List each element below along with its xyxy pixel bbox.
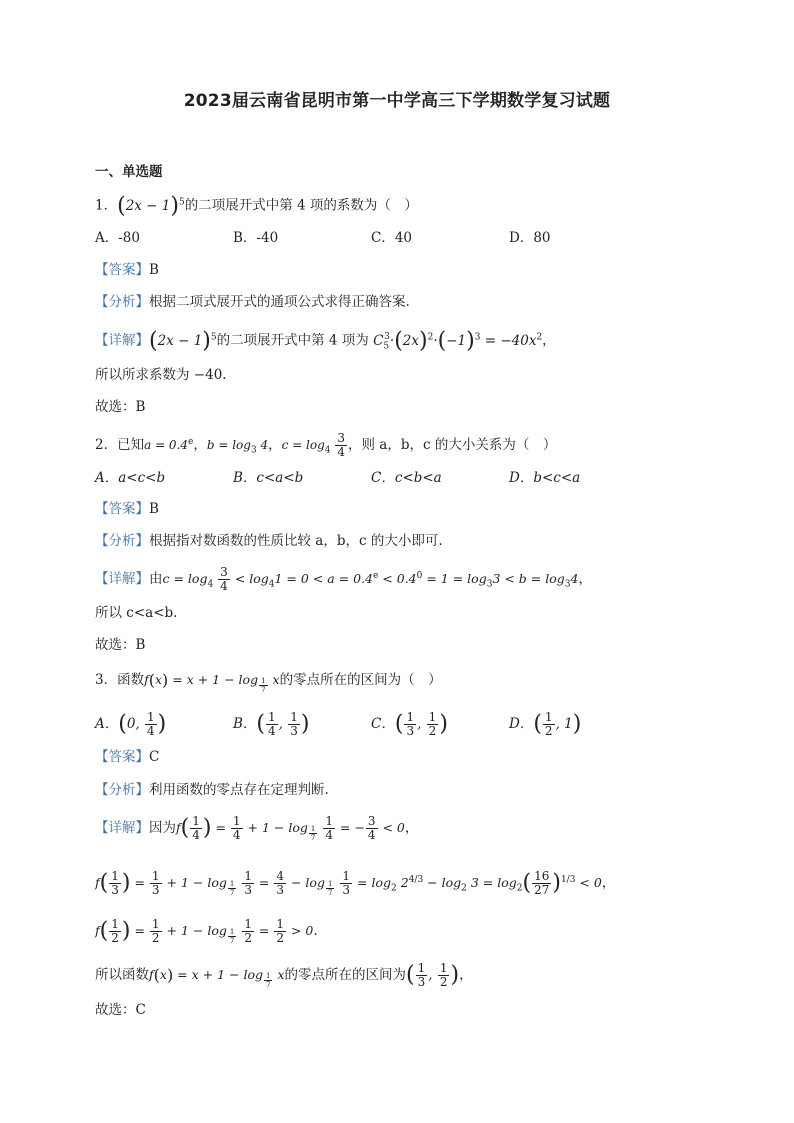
q3-analysis: 【分析】利用函数的零点存在定理判断. [95,782,329,798]
q1-option-d[interactable]: D．80 [509,230,551,246]
binomial-expression: $(2x - 1)^5$ [117,193,185,218]
q1-detail: 【详解】$(2x - 1)^5$的二项展开式中第 4 项为 $C_5^3\cdot(2x)^2\cdot(-1)^3 = -40x^2$， [95,328,556,353]
q2-option-c[interactable]: C．c<b<a [371,470,442,486]
q1-detail-formula: $C_5^3\cdot(2x)^2\cdot(-1)^3 = -40x^2$ [373,328,543,353]
q1-option-c[interactable]: C．40 [371,230,413,246]
q2-analysis: 【分析】根据指对数函数的性质比较 a，b，c 的大小即可. [95,533,443,549]
question-number: 1． [95,197,118,214]
q3-choose: 故选：C [95,1002,146,1018]
q1-choose: 故选：B [95,399,146,415]
q1-option-b[interactable]: B．-40 [233,230,279,246]
question-text: 的二项展开式中第 4 项的系数为（ ） [184,197,418,214]
q3-option-d[interactable]: D．( $\frac{1}{2}$ , 1) [509,710,582,738]
q2-option-d[interactable]: D．b<c<a [509,470,581,486]
q3-detail-line-1: 【详解】因为f( $\frac{1}{4}$ ) = $\frac{1}{4}$ + 1 − log $_{\frac{1}{7}}$ $\frac{1}{4}$ = − $\frac{3}{4}$ < 0， [95,814,419,842]
q2-option-b[interactable]: B．c<a<b [233,470,304,486]
q3-detail-line-2: f( $\frac{1}{3}$ ) = $\frac{1}{3}$ + 1 − log $_{\frac{1}{7}}$ $\frac{1}{3}$ = $\frac{4}{3}$ − log $_{\frac{1}{7}}$ $\frac{1}{3}$ = $\log_2 2^{4/3} - \log_2 3 = \log_2$( $\frac{16}{27}$ )$^{1/3}$ < 0， [95,869,616,898]
q2-conclusion: 所以 c<a<b. [95,605,178,621]
q1-conclusion: 所以所求系数为 −40. [95,367,227,383]
page-title: 2023届云南省昆明市第一中学高三下学期数学复习试题 [183,91,611,111]
q3-detail-line-3: f( $\frac{1}{2}$ ) = $\frac{1}{2}$ + 1 − log $_{\frac{1}{7}}$ $\frac{1}{2}$ = $\frac{1}{2}$ > 0. [95,917,318,945]
question-1-stem [95,192,418,217]
q3-conclusion: 所以函数f(x) = x + 1 − log $_{\frac{1}{7}}$ x的零点所在的区间为( $\frac{1}{3}$ , $\frac{1}{2}$ )， [95,961,473,989]
q2-option-a[interactable]: A．a<c<b [95,470,166,486]
q1-analysis: 【分析】根据二项式展开式的通项公式求得正确答案. [95,294,410,310]
q3-option-a[interactable]: A．(0, $\frac{1}{4}$ ) [95,710,167,738]
section-heading: 一、单选题 [95,164,163,180]
question-2-stem: 2．已知a = 0.4$^e$，$b = \log_3 4$，$c = \log_4$ $\frac{3}{4}$ ，则 a，b，c 的大小关系为（ ） [95,431,557,459]
q3-answer: 【答案】C [95,749,160,765]
q2-choose: 故选：B [95,637,146,653]
q1-answer: 【答案】B [95,262,159,278]
question-3-stem: 3．函数f(x) = x + 1 − log $_{\frac{1}{7}}$ x的零点所在的区间为（ ） [95,670,442,694]
q1-option-a[interactable]: A．-80 [95,230,140,246]
q2-answer: 【答案】B [95,501,159,517]
q3-option-c[interactable]: C．( $\frac{1}{3}$ , $\frac{1}{2}$ ) [371,710,448,738]
q3-option-b[interactable]: B．( $\frac{1}{4}$ , $\frac{1}{3}$ ) [233,710,310,738]
q2-detail: 【详解】由$c = \log_4$ $\frac{3}{4}$ < $\log_41 = 0 < a = 0.4^e < 0.4^0 = 1 = \log_33 < b = \log_34$， [95,565,592,594]
